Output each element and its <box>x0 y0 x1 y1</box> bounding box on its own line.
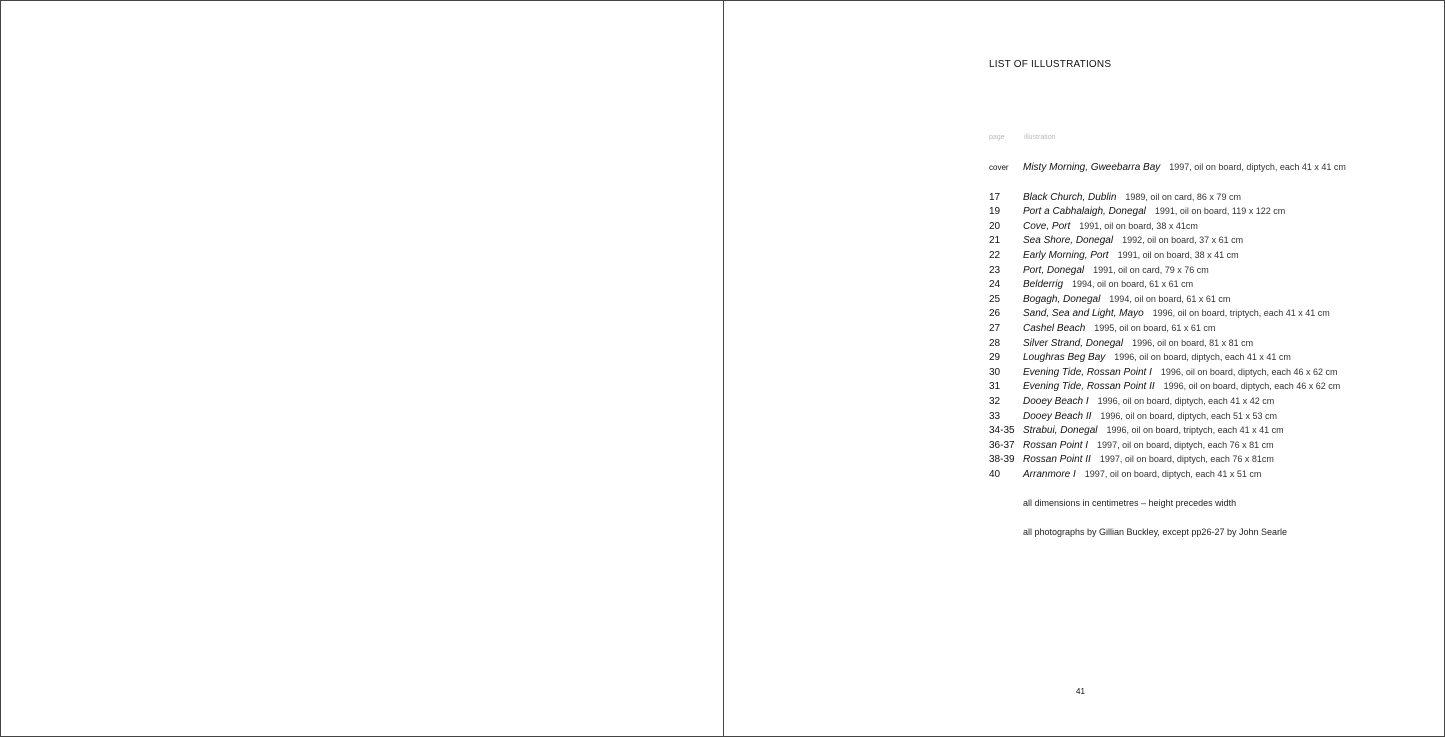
entry-page: 33 <box>989 410 1001 422</box>
entry-details: 1994, oil on board, 61 x 61 cm <box>1072 279 1194 290</box>
entry-title: Port a Cabhalaigh, Donegal <box>1023 206 1146 218</box>
entry-details: 1997, oil on board, diptych, each 76 x 81 cm <box>1097 439 1274 450</box>
entry-title: Loughras Beg Bay <box>1023 352 1106 364</box>
list-item <box>989 394 1274 408</box>
entry-page: 36-37 <box>989 439 1015 451</box>
entry-page: 38-39 <box>989 454 1015 466</box>
list-item <box>989 233 1243 247</box>
entry-page: 26 <box>989 308 1001 320</box>
page-title: LIST OF ILLUSTRATIONS <box>989 59 1112 70</box>
entry-title: Port, Donegal <box>1023 264 1085 276</box>
entry-page: 32 <box>989 395 1001 407</box>
entry-details: 1996, oil on board, triptych, each 41 x 41 cm <box>1152 308 1330 319</box>
list-item <box>989 365 1338 379</box>
entry-details: 1997, oil on board, diptych, each 76 x 81cm <box>1099 454 1274 465</box>
list-item <box>989 277 1193 291</box>
entry-title: Strabui, Donegal <box>1023 425 1098 437</box>
entry-title: Evening Tide, Rossan Point II <box>1023 381 1155 393</box>
left-page-blank <box>1 1 723 736</box>
entry-page: 29 <box>989 352 1001 364</box>
entry-page: 17 <box>989 191 1001 203</box>
entry-page: 30 <box>989 366 1001 378</box>
entry-page: 25 <box>989 293 1001 305</box>
entry-details: 1996, oil on board, diptych, each 41 x 41 cm <box>1114 352 1291 363</box>
entry-details: 1994, oil on board, 61 x 61 cm <box>1109 293 1231 304</box>
column-header-illustration: illustration <box>1024 134 1056 141</box>
page-number: 41 <box>1076 687 1085 696</box>
entry-title: Cove, Port <box>1023 220 1071 232</box>
entry-details: 1996, oil on board, diptych, each 46 x 62 cm <box>1160 366 1338 377</box>
entry-title: Early Morning, Port <box>1023 249 1109 261</box>
entry-page: 22 <box>989 249 1001 261</box>
list-item <box>989 350 1291 364</box>
list-item <box>989 336 1253 350</box>
entry-details: 1997, oil on board, diptych, each 41 x 51 cm <box>1084 468 1262 479</box>
list-item <box>989 292 1230 306</box>
entry-page: 23 <box>989 264 1001 276</box>
entry-page: 40 <box>989 468 1001 480</box>
note-photographs: all photographs by Gillian Buckley, except pp26-27 by John Searle <box>1023 527 1287 537</box>
entry-title: Rossan Point I <box>1023 439 1089 451</box>
list-item <box>989 263 1209 277</box>
entry-page: cover <box>989 163 1009 172</box>
entry-title: Belderrig <box>1023 279 1064 291</box>
column-header-page: page <box>989 134 1005 141</box>
entry-details: 1996, oil on board, triptych, each 41 x 41 cm <box>1106 425 1284 436</box>
entry-details: 1991, oil on board, 119 x 122 cm <box>1154 206 1286 217</box>
entry-title: Dooey Beach I <box>1023 395 1089 407</box>
list-item <box>989 379 1340 393</box>
list-item <box>989 452 1274 466</box>
entry-details: 1991, oil on board, 38 x 41 cm <box>1117 249 1239 260</box>
entry-page: 27 <box>989 322 1001 334</box>
entry-title: Sea Shore, Donegal <box>1023 235 1114 247</box>
list-item <box>989 467 1261 481</box>
entry-details: 1996, oil on board, 81 x 81 cm <box>1132 337 1254 348</box>
entry-page: 31 <box>989 381 1001 393</box>
list-item <box>989 423 1284 437</box>
cover-entry <box>989 160 1346 174</box>
entry-title: Misty Morning, Gweebarra Bay <box>1023 162 1161 173</box>
entry-details: 1996, oil on board, diptych, each 46 x 62 cm <box>1163 381 1341 392</box>
entry-details: 1989, oil on card, 86 x 79 cm <box>1125 191 1241 202</box>
right-page <box>724 1 1444 736</box>
entry-page: 21 <box>989 235 1001 247</box>
entry-details: 1992, oil on board, 37 x 61 cm <box>1122 235 1244 246</box>
list-item <box>989 409 1277 423</box>
list-item <box>989 306 1330 320</box>
entry-details: 1995, oil on board, 61 x 61 cm <box>1094 322 1216 333</box>
entry-title: Black Church, Dublin <box>1023 191 1117 203</box>
entry-page: 34-35 <box>989 425 1015 437</box>
entry-title: Cashel Beach <box>1023 322 1086 334</box>
entry-page: 28 <box>989 337 1001 349</box>
entry-page: 19 <box>989 206 1001 218</box>
entry-page: 20 <box>989 220 1001 232</box>
entry-title: Arranmore I <box>1023 468 1076 480</box>
entry-title: Silver Strand, Donegal <box>1023 337 1124 349</box>
entry-title: Dooey Beach II <box>1023 410 1092 422</box>
list-item <box>989 438 1274 452</box>
entry-details: 1991, oil on board, 38 x 41cm <box>1079 220 1198 231</box>
entry-page: 24 <box>989 279 1001 291</box>
list-item <box>989 190 1241 204</box>
entry-title: Rossan Point II <box>1023 454 1091 466</box>
entry-details: 1997, oil on board, diptych, each 41 x 41 cm <box>1169 162 1346 172</box>
list-item <box>989 219 1198 233</box>
entry-details: 1996, oil on board, diptych, each 51 x 53 cm <box>1100 410 1277 421</box>
entry-title: Sand, Sea and Light, Mayo <box>1023 308 1144 320</box>
list-item <box>989 321 1215 335</box>
entry-details: 1991, oil on card, 79 x 76 cm <box>1093 264 1209 275</box>
entry-title: Bogagh, Donegal <box>1023 293 1101 305</box>
note-dimensions: all dimensions in centimetres – height precedes width <box>1023 498 1237 508</box>
entry-title: Evening Tide, Rossan Point I <box>1023 366 1152 378</box>
list-item <box>989 204 1285 218</box>
list-item <box>989 248 1239 262</box>
entry-details: 1996, oil on board, diptych, each 41 x 42 cm <box>1097 395 1275 406</box>
